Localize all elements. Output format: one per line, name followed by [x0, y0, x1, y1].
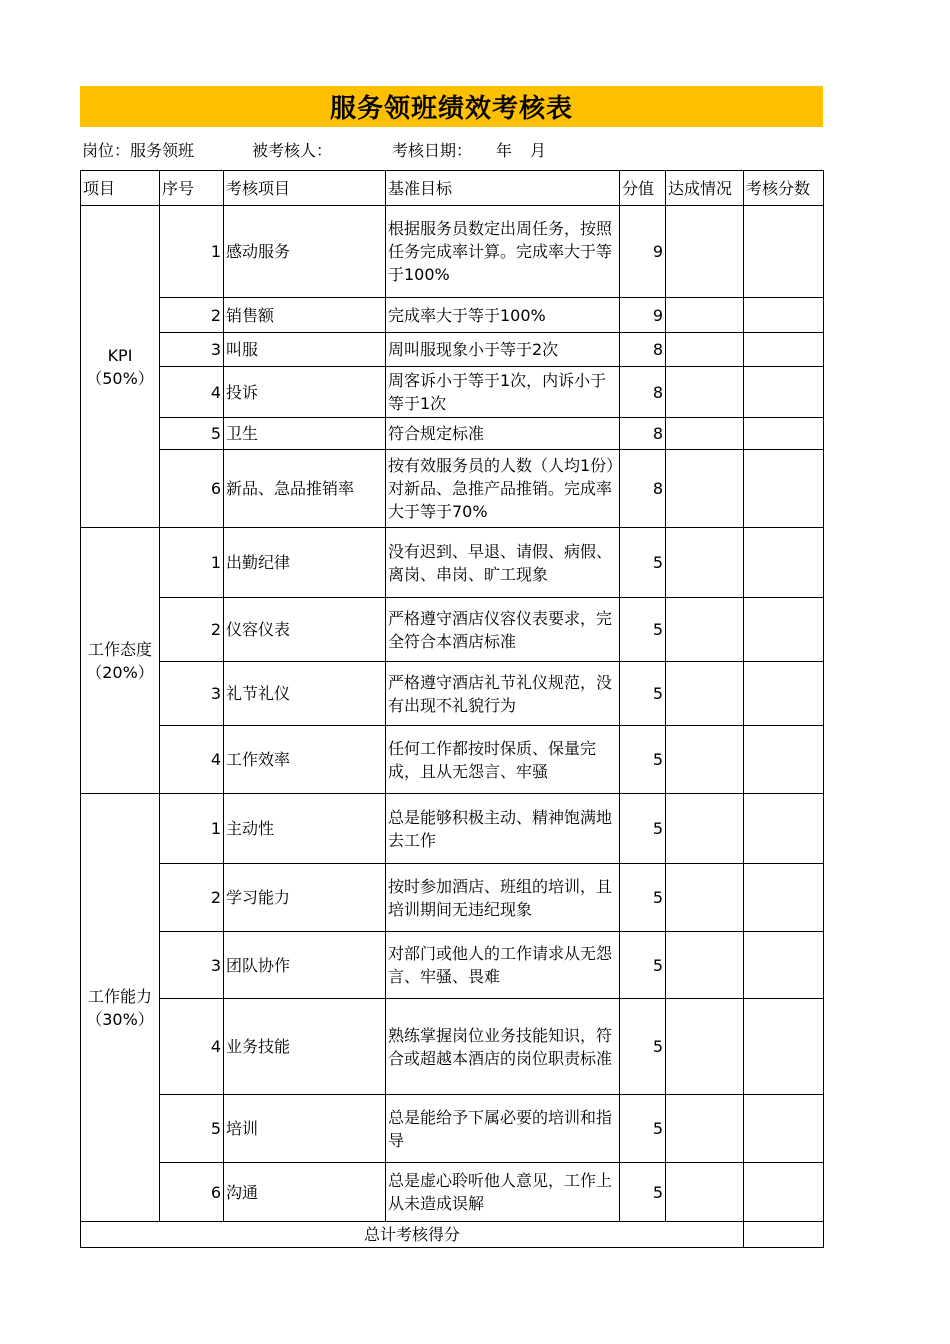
date-month: 月 [530, 141, 547, 160]
achievement-cell[interactable] [666, 367, 744, 418]
score-value-cell: 9 [620, 298, 666, 333]
item-name-cell: 沟通 [224, 1163, 386, 1222]
table-row [81, 662, 824, 726]
item-name-cell: 团队协作 [224, 932, 386, 999]
assessment-score-cell[interactable] [744, 598, 824, 662]
table-row [81, 298, 824, 333]
seq-cell: 3 [160, 932, 224, 999]
column-header: 达成情况 [666, 171, 744, 206]
assessment-score-cell[interactable] [744, 1095, 824, 1163]
achievement-cell[interactable] [666, 1095, 744, 1163]
table-row [81, 450, 824, 528]
table-row [81, 1163, 824, 1222]
seq-cell: 4 [160, 367, 224, 418]
item-name-cell: 礼节礼仪 [224, 662, 386, 726]
seq-cell: 6 [160, 450, 224, 528]
item-name-cell: 业务技能 [224, 999, 386, 1095]
assessment-score-cell[interactable] [744, 206, 824, 298]
table-row [81, 1095, 824, 1163]
date-year: 年 [496, 141, 513, 160]
score-value-cell: 5 [620, 726, 666, 794]
column-header: 序号 [160, 171, 224, 206]
seq-cell: 5 [160, 418, 224, 450]
info-row [82, 138, 822, 162]
target-cell: 总是虚心聆听他人意见，工作上从未造成误解 [386, 1163, 620, 1222]
assessment-score-cell[interactable] [744, 726, 824, 794]
achievement-cell[interactable] [666, 298, 744, 333]
assessment-score-cell[interactable] [744, 662, 824, 726]
target-cell: 严格遵守酒店礼节礼仪规范，没有出现不礼貌行为 [386, 662, 620, 726]
score-value-cell: 5 [620, 1163, 666, 1222]
seq-cell: 1 [160, 206, 224, 298]
table-row [81, 598, 824, 662]
assessment-score-cell[interactable] [744, 864, 824, 932]
achievement-cell[interactable] [666, 999, 744, 1095]
assessment-score-cell[interactable] [744, 333, 824, 367]
table-row [81, 418, 824, 450]
column-header: 分值 [620, 171, 666, 206]
target-cell: 按时参加酒店、班组的培训，且培训期间无违纪现象 [386, 864, 620, 932]
target-cell: 熟练掌握岗位业务技能知识，符合或超越本酒店的岗位职责标准 [386, 999, 620, 1095]
item-name-cell: 叫服 [224, 333, 386, 367]
seq-cell: 1 [160, 528, 224, 598]
assessment-score-cell[interactable] [744, 367, 824, 418]
assessment-score-cell[interactable] [744, 999, 824, 1095]
assessment-score-cell[interactable] [744, 1163, 824, 1222]
target-cell: 周客诉小于等于1次，内诉小于等于1次 [386, 367, 620, 418]
achievement-cell[interactable] [666, 726, 744, 794]
item-name-cell: 投诉 [224, 367, 386, 418]
achievement-cell[interactable] [666, 206, 744, 298]
seq-cell: 2 [160, 598, 224, 662]
assessment-score-cell[interactable] [744, 298, 824, 333]
achievement-cell[interactable] [666, 932, 744, 999]
table-row [81, 333, 824, 367]
column-header: 考核项目 [224, 171, 386, 206]
score-value-cell: 5 [620, 794, 666, 864]
achievement-cell[interactable] [666, 1163, 744, 1222]
item-name-cell: 学习能力 [224, 864, 386, 932]
target-cell: 任何工作都按时保质、保量完成，且从无怨言、牢骚 [386, 726, 620, 794]
target-cell: 按有效服务员的人数（人均1份）对新品、急推产品推销。完成率大于等于70% [386, 450, 620, 528]
score-value-cell: 5 [620, 932, 666, 999]
total-label-cell: 总计考核得分 [81, 1222, 744, 1248]
seq-cell: 3 [160, 333, 224, 367]
assessment-table [80, 170, 824, 1248]
achievement-cell[interactable] [666, 794, 744, 864]
table-header-row [81, 171, 824, 206]
score-value-cell: 5 [620, 1095, 666, 1163]
achievement-cell[interactable] [666, 450, 744, 528]
seq-cell: 4 [160, 999, 224, 1095]
target-cell: 总是能给予下属必要的培训和指导 [386, 1095, 620, 1163]
item-name-cell: 销售额 [224, 298, 386, 333]
target-cell: 周叫服现象小于等于2次 [386, 333, 620, 367]
column-header: 考核分数 [744, 171, 824, 206]
seq-cell: 6 [160, 1163, 224, 1222]
table-row [81, 726, 824, 794]
score-value-cell: 8 [620, 450, 666, 528]
item-name-cell: 仪容仪表 [224, 598, 386, 662]
seq-cell: 2 [160, 298, 224, 333]
score-value-cell: 8 [620, 418, 666, 450]
item-name-cell: 主动性 [224, 794, 386, 864]
category-cell: 工作态度（20%） [81, 528, 160, 794]
score-value-cell: 8 [620, 333, 666, 367]
assessment-score-cell[interactable] [744, 450, 824, 528]
assessment-score-cell[interactable] [744, 794, 824, 864]
position-label: 岗位：服务领班 [82, 141, 195, 160]
item-name-cell: 新品、急品推销率 [224, 450, 386, 528]
item-name-cell: 卫生 [224, 418, 386, 450]
target-cell: 完成率大于等于100% [386, 298, 620, 333]
score-value-cell: 5 [620, 864, 666, 932]
target-cell: 对部门或他人的工作请求从无怨言、牢骚、畏难 [386, 932, 620, 999]
seq-cell: 2 [160, 864, 224, 932]
target-cell: 总是能够积极主动、精神饱满地去工作 [386, 794, 620, 864]
achievement-cell[interactable] [666, 598, 744, 662]
seq-cell: 4 [160, 726, 224, 794]
target-cell: 严格遵守酒店仪容仪表要求，完全符合本酒店标准 [386, 598, 620, 662]
page-title: 服务领班绩效考核表 [329, 94, 573, 124]
table-row [81, 999, 824, 1095]
score-value-cell: 5 [620, 598, 666, 662]
target-cell: 没有迟到、早退、请假、病假、离岗、串岗、旷工现象 [386, 528, 620, 598]
category-cell: 工作能力（30%） [81, 794, 160, 1222]
achievement-cell[interactable] [666, 418, 744, 450]
total-score-cell[interactable] [744, 1222, 824, 1248]
column-header: 基准目标 [386, 171, 620, 206]
seq-cell: 5 [160, 1095, 224, 1163]
achievement-cell[interactable] [666, 662, 744, 726]
total-row [81, 1222, 824, 1248]
category-cell: KPI（50%） [81, 206, 160, 528]
assessment-score-cell[interactable] [744, 528, 824, 598]
date-label: 考核日期： [392, 141, 473, 160]
score-value-cell: 8 [620, 367, 666, 418]
score-value-cell: 5 [620, 528, 666, 598]
title-banner [80, 86, 823, 127]
target-cell: 根据服务员数定出周任务，按照任务完成率计算。完成率大于等于100% [386, 206, 620, 298]
table-row [81, 206, 824, 298]
target-cell: 符合规定标准 [386, 418, 620, 450]
achievement-cell[interactable] [666, 864, 744, 932]
assessment-score-cell[interactable] [744, 932, 824, 999]
assessee-label: 被考核人： [252, 141, 333, 160]
table-row [81, 864, 824, 932]
seq-cell: 1 [160, 794, 224, 864]
score-value-cell: 5 [620, 662, 666, 726]
assessment-score-cell[interactable] [744, 418, 824, 450]
seq-cell: 3 [160, 662, 224, 726]
table-row [81, 794, 824, 864]
item-name-cell: 工作效率 [224, 726, 386, 794]
achievement-cell[interactable] [666, 528, 744, 598]
item-name-cell: 感动服务 [224, 206, 386, 298]
column-header: 项目 [81, 171, 160, 206]
item-name-cell: 出勤纪律 [224, 528, 386, 598]
score-value-cell: 5 [620, 999, 666, 1095]
table-row [81, 367, 824, 418]
table-row [81, 528, 824, 598]
item-name-cell: 培训 [224, 1095, 386, 1163]
score-value-cell: 9 [620, 206, 666, 298]
table-row [81, 932, 824, 999]
achievement-cell[interactable] [666, 333, 744, 367]
